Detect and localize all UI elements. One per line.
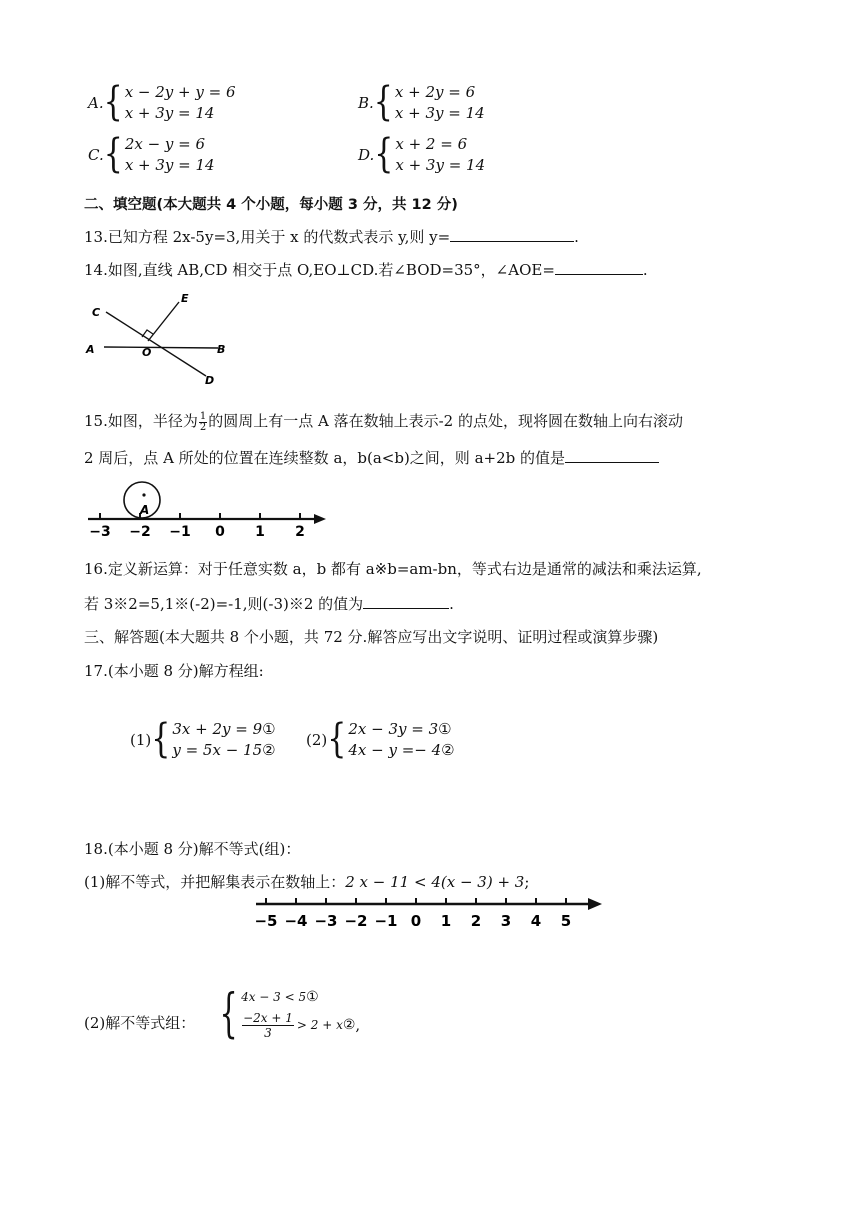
axis-tick-label: 1	[255, 524, 265, 540]
question-tail: .	[574, 228, 579, 246]
brace-icon: {	[374, 130, 394, 178]
question-18: 18.(本小题 8 分)解不等式(组)：	[84, 840, 301, 858]
equation: 2x − y = 6	[124, 135, 206, 153]
inequality-system	[212, 984, 361, 1044]
question-15-line2	[84, 447, 659, 468]
fraction	[242, 1011, 294, 1040]
equation: x + 3y = 14	[124, 104, 215, 122]
brace-icon: {	[373, 78, 393, 126]
point-a-label: A	[140, 503, 150, 517]
label-c: C	[92, 306, 101, 319]
axis-tick-label: −5	[254, 912, 278, 930]
option-label: C.	[88, 146, 104, 164]
answer-blank[interactable]	[555, 260, 643, 275]
answer-blank[interactable]	[363, 594, 449, 609]
option-a	[88, 78, 236, 126]
arrow-icon	[588, 898, 602, 910]
ray-oe	[148, 302, 179, 341]
axis-tick-label: −1	[169, 524, 191, 540]
inequality: 4x − 3 < 5	[241, 989, 307, 1004]
option-label: A.	[88, 94, 104, 112]
axis-tick-label: 0	[410, 912, 422, 930]
axis-tick-label: 3	[500, 912, 512, 930]
axis-tick-label: −4	[284, 912, 308, 930]
equation: x + 3y = 14	[394, 104, 485, 122]
equation: x + 3y = 14	[395, 156, 486, 174]
question-text: (1)解不等式，并把解集表示在数轴上：	[84, 873, 346, 891]
section-heading: 三、解答题(本大题共 8 个小题，共 72 分.解答应写出文字说明、证明过程或演算步骤)	[84, 628, 659, 646]
axis-tick-label: −3	[89, 524, 111, 540]
question-tail: .	[642, 261, 648, 279]
axis-tick-label: 5	[560, 912, 572, 930]
question-text: 的圆周上有一点 A 落在数轴上表示-2 的点处，现将圆在数轴上向右滚动	[208, 412, 683, 430]
question-text: 13.已知方程 2x-5y=3,用关于 x 的代数式表示 y,则 y=	[84, 228, 451, 246]
label-a: A	[86, 343, 95, 356]
arrow-icon	[314, 514, 326, 524]
option-b	[358, 78, 485, 126]
angle-figure	[84, 290, 234, 390]
answer-blank[interactable]	[450, 227, 574, 242]
system-label: (2)	[306, 731, 328, 749]
axis-tick-label: −1	[374, 912, 398, 930]
brace-icon: {	[327, 715, 347, 763]
axis-tick-label: −2	[344, 912, 368, 930]
equation: 4x − y =− 4	[348, 741, 442, 759]
inequality: 2 x − 11 < 4(x − 3) + 3	[345, 873, 525, 891]
axis-tick-label: 2	[295, 524, 305, 540]
question-15-line1	[84, 410, 683, 433]
fraction	[199, 412, 207, 433]
equation: x + 2 = 6	[395, 135, 468, 153]
equation-marker: ①	[306, 988, 319, 1005]
equation-marker: ①	[438, 720, 452, 738]
axis-tick-label: −2	[129, 524, 151, 540]
question-tail: ;	[524, 873, 530, 891]
axis-tick-label: 0	[215, 524, 225, 540]
axis-tick-label: −3	[314, 912, 338, 930]
question-16-line1: 16.定义新运算：对于任意实数 a，b 都有 a※b=am-bn，等式右边是通常的减法和乘法运算,	[84, 560, 702, 578]
question-text: 2 周后，点 A 所处的位置在连续整数 a，b(a<b)之间，则 a+2b 的值是	[84, 449, 566, 467]
equation-marker: ②	[441, 741, 455, 759]
equation-marker: ①	[262, 720, 276, 738]
label-b: B	[217, 343, 226, 356]
center-dot	[142, 493, 145, 496]
equation: x + 3y = 14	[124, 156, 215, 174]
option-d	[358, 130, 486, 178]
question-14	[84, 259, 648, 280]
label-d: D	[205, 374, 215, 387]
question-text: 若 3※2=5,1※(-2)=-1,则(-3)※2 的值为	[84, 595, 364, 613]
label-o: O	[142, 346, 152, 359]
option-c	[88, 130, 215, 178]
question-16-line2	[84, 593, 454, 614]
system-label: (1)	[130, 731, 152, 749]
question-tail: .	[449, 595, 454, 613]
equation: 3x + 2y = 9	[172, 720, 263, 738]
brace-icon: {	[103, 78, 123, 126]
axis-ticks	[254, 898, 571, 930]
brace-icon: {	[151, 715, 171, 763]
equation-marker: ②	[262, 741, 276, 759]
section-heading: 二、填空题(本大题共 4 个小题，每小题 3 分，共 12 分)	[84, 197, 458, 213]
brace-icon: {	[103, 130, 123, 178]
question-13	[84, 226, 579, 247]
brace-icon: {	[219, 984, 238, 1044]
rolling-circle-figure	[84, 478, 334, 544]
question-tail: ,	[355, 1016, 361, 1034]
fraction-numerator: −2x + 1	[243, 1010, 293, 1025]
number-line	[250, 892, 610, 932]
equation: 2x − 3y = 3	[348, 720, 439, 738]
equation: x − 2y + y = 6	[124, 83, 236, 101]
equation-system-1	[130, 715, 276, 763]
fraction-denominator: 2	[199, 421, 207, 433]
question-text: 14.如图,直线 AB,CD 相交于点 O,EO⊥CD.若∠BOD=35°，∠AOE=	[84, 261, 555, 279]
answer-blank[interactable]	[565, 448, 659, 463]
axis-tick-label: 1	[440, 912, 452, 930]
inequality: > 2 + x	[296, 1018, 343, 1032]
fraction-denominator: 3	[264, 1025, 272, 1040]
question-17: 17.(本小题 8 分)解方程组:	[84, 662, 264, 680]
question-18-part1	[84, 871, 529, 892]
equation-marker: ②	[342, 1017, 356, 1033]
label-e: E	[181, 292, 189, 305]
equation: x + 2y = 6	[394, 83, 476, 101]
axis-ticks	[89, 513, 305, 540]
axis-tick-label: 2	[470, 912, 482, 930]
option-label: D.	[358, 146, 375, 164]
fraction-numerator: 1	[199, 410, 207, 422]
equation: y = 5x − 15	[172, 741, 263, 759]
option-label: B.	[358, 94, 374, 112]
question-text: 15.如图，半径为	[84, 412, 198, 430]
equation-system-2	[306, 715, 455, 763]
line-cd	[106, 312, 206, 376]
question-18-part2: (2)解不等式组：	[84, 1014, 196, 1032]
axis-tick-label: 4	[530, 912, 542, 930]
